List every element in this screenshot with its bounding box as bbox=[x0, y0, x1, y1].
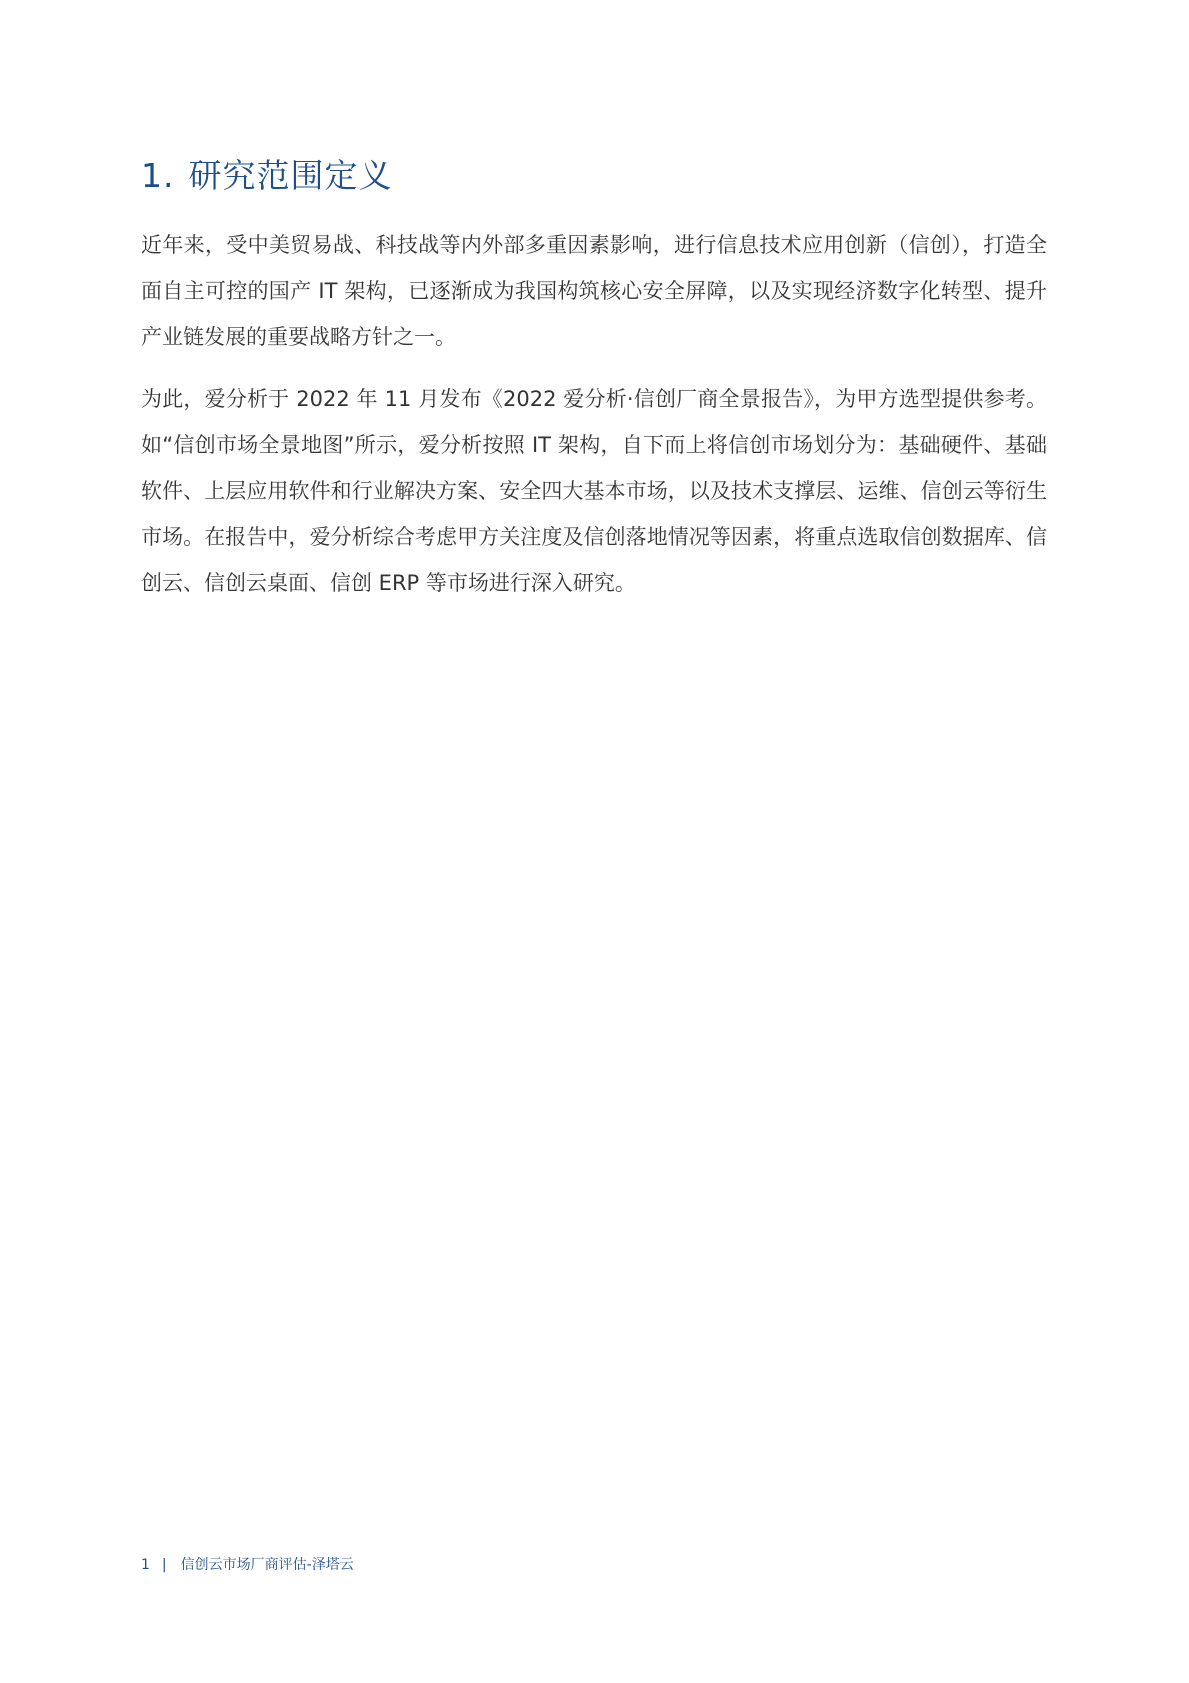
page-footer bbox=[141, 1554, 354, 1574]
paragraph-intro: 近年来，受中美贸易战、科技战等内外部多重因素影响，进行信息技术应用创新（信创），打造全面自主可控的国产 IT 架构，已逐渐成为我国构筑核心安全屏障，以及实现经济数字化转型、提升产业链发展的重要战略方针之一。 bbox=[141, 233, 1047, 349]
section-heading bbox=[141, 150, 393, 197]
section-title: 研究范围定义 bbox=[188, 156, 393, 195]
footer-report-title: 信创云市场厂商评估-泽塔云 bbox=[180, 1557, 354, 1573]
footer-separator: | bbox=[161, 1557, 167, 1573]
paragraph-scope: 为此，爱分析于 2022 年 11 月发布《2022 爱分析·信创厂商全景报告》，为甲方选型提供参考。如“信创市场全景地图”所示，爱分析按照 IT 架构，自下而上将信创市场划分为：基础硬件、基础软件、上层应用软件和行业解决方案、安全四大基本市场，以及技术支撑层、运维、信创云等衍生市场。在报告中，爱分析综合考虑甲方关注度及信创落地情况等因素，将重点选取信创数据库、信创云、信创云桌面、信创 ERP 等市场进行深入研究。 bbox=[141, 387, 1047, 595]
page-number: 1 bbox=[141, 1557, 150, 1573]
section-number: 1. bbox=[141, 156, 175, 195]
